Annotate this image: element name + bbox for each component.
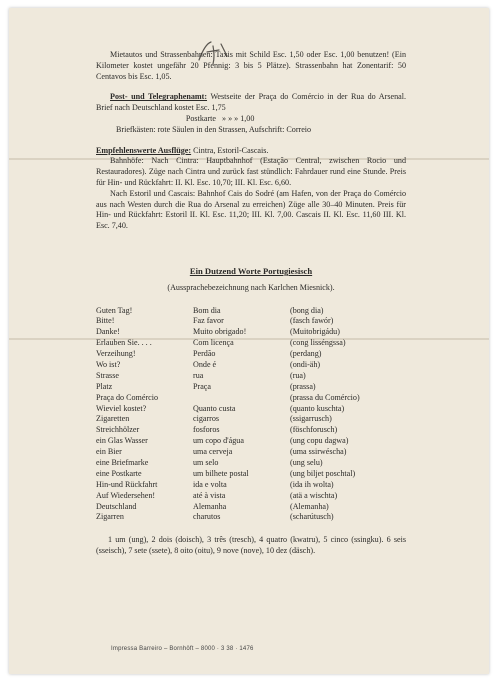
- vocab-german: eine Postkarte: [96, 468, 142, 478]
- vocab-portuguese: Quanto custa: [193, 403, 236, 413]
- vocab-row: [96, 512, 406, 523]
- ausflug-heading-rest: Cintra, Estoril-Cascais.: [193, 145, 269, 155]
- vocabulary-table: [96, 306, 406, 524]
- vocab-portuguese: Onde é: [193, 360, 217, 369]
- vocab-portuguese: Bom dia: [193, 305, 221, 315]
- vocab-portuguese: Com licença: [193, 338, 234, 348]
- post-heading: Post- und Telegraphenamt:: [110, 92, 208, 102]
- post-text: Westseite der Praça do Comércio in der Rua do Arsenal. Brief nach Deutschland kostet Esc. 1,75: [96, 92, 406, 113]
- vocab-german: ein Glas Wasser: [96, 436, 148, 446]
- vocab-pronunciation: (rua): [290, 370, 306, 380]
- vocab-pronunciation: (föschforusch): [290, 425, 338, 435]
- vocab-german: eine Briefmarke: [96, 458, 149, 468]
- vocab-pronunciation: (ung biljet poschtal): [290, 468, 356, 478]
- vocab-portuguese: charutos: [193, 512, 221, 522]
- vocab-german: Wo ist?: [96, 360, 121, 369]
- vocab-german: Platz: [96, 381, 113, 391]
- vocab-row: [96, 316, 406, 327]
- briefkasten-line: Briefkästen: rote Säulen in den Strassen, Aufschrift: Correio: [116, 124, 312, 134]
- vocab-portuguese: cigarros: [193, 414, 220, 424]
- vocab-pronunciation: (quanto kuschta): [290, 403, 345, 413]
- numbers-paragraph: 1 um (ung), 2 dois (doisch), 3 três (tresch), 4 quatro (kwatru), 5 cinco (ssingku). 6 seis (sseisch), 7 sete (ssete), 8 oito (oitu), 9 nove (nove), 10 dez (däsch).: [96, 535, 406, 556]
- vocab-portuguese: Praça: [193, 381, 211, 391]
- vocab-german: Zigaretten: [96, 414, 130, 424]
- vocab-portuguese: Muito obrigado!: [193, 327, 247, 337]
- vocab-row: [96, 382, 406, 393]
- vocab-german: Erlauben Sie. . . .: [96, 338, 152, 348]
- vocab-portuguese: um bilhete postal: [193, 468, 249, 478]
- vocab-row: [96, 458, 406, 469]
- ausflug-section: [96, 146, 406, 232]
- postkarte-row: [96, 114, 406, 125]
- vocab-portuguese: um selo: [193, 458, 219, 468]
- vocab-pronunciation: (atä a wischta): [290, 490, 338, 500]
- vocab-row: [96, 349, 406, 360]
- vocab-pronunciation: (prassa du Comércio): [290, 392, 360, 402]
- vocab-row: [96, 371, 406, 382]
- vocab-portuguese: Faz favor: [193, 316, 224, 326]
- vocab-portuguese: Alemanha: [193, 501, 227, 511]
- vocab-row: [96, 480, 406, 491]
- vocab-german: Strasse: [96, 370, 119, 380]
- vocab-portuguese: rua: [193, 370, 204, 380]
- vocabulary-title: Ein Dutzend Worte Portugiesisch: [189, 265, 313, 276]
- vocab-portuguese: fosforos: [193, 425, 220, 435]
- vocab-portuguese: até à vista: [193, 490, 226, 500]
- vocabulary-subtitle: (Aussprachebezeichnung nach Karlchen Miesnick).: [167, 282, 335, 292]
- vocab-row: [96, 360, 406, 371]
- vocab-pronunciation: (uma ssirwéscha): [290, 447, 347, 457]
- vocab-pronunciation: (fasch fawór): [290, 316, 334, 326]
- vocab-row: [96, 338, 406, 349]
- vocab-row: [96, 404, 406, 415]
- vocab-row: [96, 502, 406, 513]
- vocab-german: Zigarren: [96, 512, 124, 522]
- vocab-pronunciation: (ida ih wolta): [290, 479, 334, 489]
- vocab-german: Bitte!: [96, 316, 115, 326]
- vocab-pronunciation: (scharútusch): [290, 512, 334, 522]
- post-paragraph: [96, 92, 406, 114]
- printer-imprint: Impressa Barreiro – Bornhöft – 8000 · 3 38 · 1476: [111, 646, 254, 652]
- postkarte-label: Postkarte: [185, 113, 216, 123]
- vocab-row: [96, 436, 406, 447]
- vocab-pronunciation: (ssigarrusch): [290, 414, 332, 424]
- vocab-german: Wieviel kostet?: [96, 403, 147, 413]
- vocab-row: [96, 469, 406, 480]
- vocab-row: [96, 491, 406, 502]
- vocab-pronunciation: (Alemanha): [290, 501, 329, 511]
- post-section: [96, 92, 406, 135]
- vocab-german: Auf Wiedersehen!: [96, 490, 156, 500]
- estoril-paragraph: Nach Estoril und Cascais: Bahnhof Cais do Sodré (am Hafen, von der Praça do Comércio aus nach Westen durch die Rua do Arsenal zu erreichen) Züge alle 30–40 Minuten. Preis für Hin- und Rückfahrt: Estoril II. Kl. Esc. 11,20; III. Kl. 7,00. Cascais II. Kl. Esc. 11,60 III. Kl. Esc. 7,40.: [96, 188, 406, 231]
- vocab-row: [96, 414, 406, 425]
- vocab-pronunciation: (Muitobrigádu): [290, 327, 340, 337]
- vocab-german: ein Bier: [96, 447, 122, 457]
- vocab-row: [96, 306, 406, 317]
- vocab-portuguese: um copo d'água: [193, 436, 244, 446]
- vocab-row: [96, 393, 406, 404]
- vocab-row: [96, 447, 406, 458]
- vocab-portuguese: ida e volta: [193, 479, 227, 489]
- vocab-german: Danke!: [96, 327, 120, 337]
- ausflug-heading-line: [96, 146, 406, 157]
- vocab-pronunciation: (bong dia): [290, 305, 324, 315]
- bahnhoefe-paragraph: Bahnhöfe: Nach Cintra: Hauptbahnhof (Estação Central, zwischen Rocio und Restauradores). Züge nach Cintra und zurück fast stündlich: Fahrdauer rund eine Stunde. Preis für Hin- und Rückfahrt: II. Kl. Esc. 10,70; III. Kl. Esc. 6,60.: [96, 156, 406, 187]
- vocab-pronunciation: (perdang): [290, 349, 322, 359]
- vocab-pronunciation: (ung selu): [290, 458, 323, 468]
- vocab-pronunciation: (ung copu dagwa): [290, 436, 349, 446]
- document-body: [96, 50, 406, 557]
- vocab-german: Praça do Comércio: [96, 392, 159, 402]
- vocab-german: Streichhölzer: [96, 425, 140, 435]
- strassenbahnen-paragraph: Mietautos und Strassenbahnen: Taxis mit Schild Esc. 1,50 oder Esc. 1,00 benutzen! (Ein Kilometer kostet ungefähr 20 Pfennig: 3 bis 5 Plätze). Strassenbahn hat Zonentarif: 50 Centavos bis Esc. 1,05.: [96, 50, 406, 81]
- vocab-german: Hin-und Rückfahrt: [96, 479, 158, 489]
- vocab-german: Guten Tag!: [96, 305, 133, 315]
- vocab-row: [96, 425, 406, 436]
- postkarte-value: » » » 1,00: [222, 113, 255, 123]
- vocab-german: Deutschland: [96, 501, 137, 511]
- vocab-german: Verzeihung!: [96, 349, 136, 359]
- vocab-row: [96, 327, 406, 338]
- vocab-pronunciation: (prassa): [290, 381, 316, 391]
- vocab-pronunciation: (cong lisséngssa): [290, 338, 346, 348]
- ausflug-heading: Empfehlenswerte Ausflüge:: [96, 145, 192, 155]
- vocab-pronunciation: (ondi-äh): [290, 360, 321, 369]
- vocab-portuguese: uma cerveja: [193, 447, 233, 457]
- vocab-portuguese: Perdão: [193, 349, 216, 359]
